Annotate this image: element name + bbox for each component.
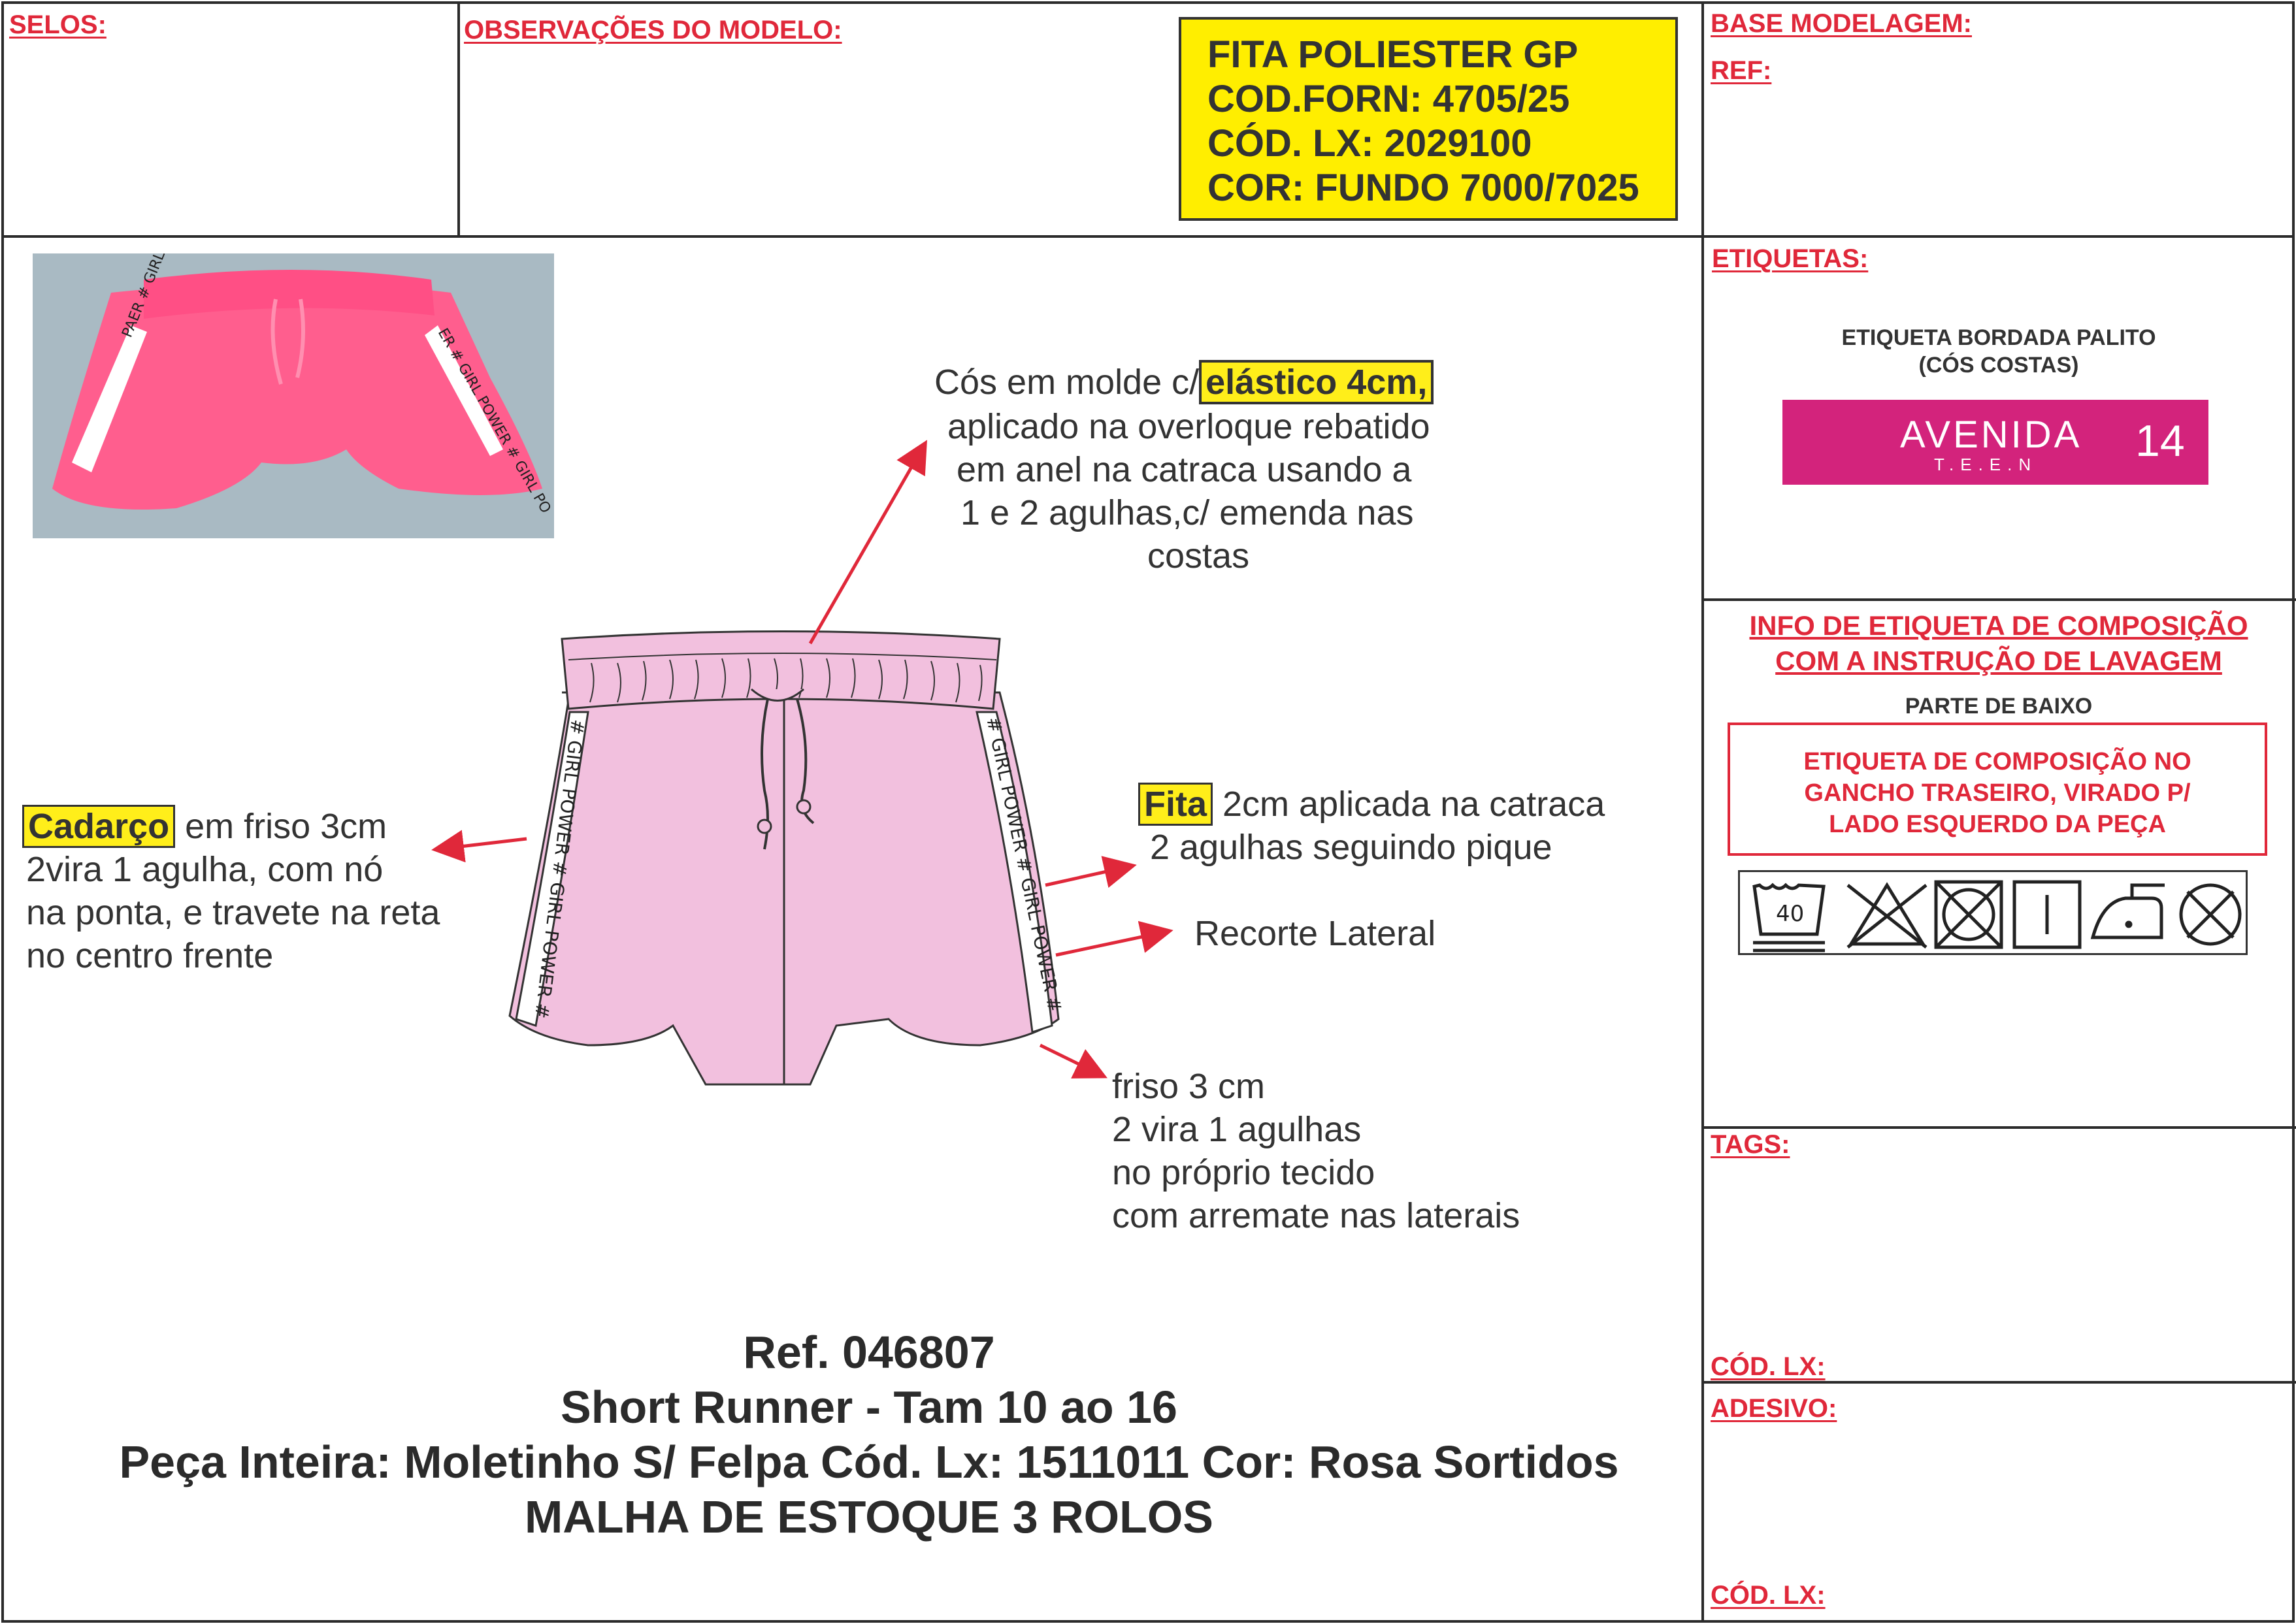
brand-size: 14 (2135, 416, 2185, 466)
care-symbols-svg (1740, 872, 2250, 957)
note-friso-line1: friso 3 cm (1112, 1067, 1266, 1106)
tags-label: TAGS: (1711, 1130, 1790, 1159)
composicao-placement-box (1728, 723, 2267, 856)
cod-lx-label-adesivo: CÓD. LX: (1711, 1581, 1826, 1610)
arrow-fita (1045, 866, 1130, 885)
adesivo-label: ADESIVO: (1711, 1394, 1837, 1423)
redbox-line: LADO ESQUERDO DA PEÇA (1829, 811, 2166, 838)
note-cos-line4: 1 e 2 agulhas,c/ emenda nas (960, 493, 1414, 532)
brand-name: AVENIDA (1900, 414, 2082, 456)
arrow-friso (1040, 1045, 1102, 1075)
svg-text:PAER # GIRL POWER: PAER # GIRL (119, 253, 169, 340)
note-friso-line4: com arremate nas laterais (1112, 1196, 1520, 1235)
note-fita-rest: 2cm aplicada na catraca (1213, 785, 1605, 824)
redbox-line: ETIQUETA DE COMPOSIÇÃO NO (1803, 748, 2191, 775)
tape-text-right: # GIRL POWER # GIRL POWER # (982, 715, 1066, 1015)
arrow-recorte (1056, 932, 1167, 955)
tape-text-left: # GIRL POWER # GIRL POWER # (530, 718, 589, 1020)
title-name: Short Runner - Tam 10 ao 16 (561, 1382, 1177, 1433)
note-friso-line3: no próprio tecido (1112, 1153, 1375, 1192)
parte-de-baixo: PARTE DE BAIXO (1905, 694, 2093, 719)
cod-lx-label-tags: CÓD. LX: (1711, 1352, 1826, 1381)
note-cos-line2: aplicado na overloque rebatido (947, 407, 1430, 446)
note-cos-prefix: Cós em molde c/ (934, 363, 1200, 402)
care-symbols (1738, 870, 2248, 955)
arrow-cadarco (438, 839, 527, 849)
selos-label: SELOS: (9, 10, 107, 39)
note-fita-line2: 2 agulhas seguindo pique (1150, 828, 1552, 867)
note-cadarco (22, 805, 387, 848)
note-fita-highlight: Fita (1138, 783, 1213, 826)
note-cos-highlight: elástico 4cm, (1199, 360, 1434, 404)
svg-text:ER # GIRL POWER # GIRL PO: ER # GIRL POWER # GIRL PO (434, 325, 554, 517)
composicao-title-line2: COM A INSTRUÇÃO DE LAVAGEM (1775, 645, 2222, 676)
note-cadarco-line2: 2vira 1 agulha, com nó (26, 850, 384, 889)
title-fabric: Peça Inteira: Moletinho S/ Felpa Cód. Lx: 1511011 Cor: Rosa Sortidos (119, 1437, 1619, 1487)
line-dry-icon (2014, 882, 2080, 947)
title-stock: MALHA DE ESTOQUE 3 ROLOS (525, 1491, 1213, 1542)
note-cos-line5: costas (1147, 536, 1250, 576)
note-fita (1138, 783, 1605, 826)
note-cadarco-rest: em friso 3cm (175, 807, 387, 846)
no-tumble-dry-icon (1936, 882, 2001, 947)
fita-spec-line: COD.FORN: 4705/25 (1207, 78, 1570, 120)
note-cadarco-line4: no centro frente (26, 936, 274, 975)
no-bleach-icon (1848, 885, 1926, 947)
wash-temp: 40 (1776, 901, 1805, 927)
etiquetas-label: ETIQUETAS: (1712, 244, 1869, 273)
no-dry-clean-icon (2181, 885, 2240, 944)
note-cadarco-highlight: Cadarço (22, 805, 175, 848)
etiqueta-desc-line1: ETIQUETA BORDADA PALITO (1841, 325, 2156, 350)
composicao-title-line1: INFO DE ETIQUETA DE COMPOSIÇÃO (1749, 610, 2248, 641)
iron-icon (2093, 885, 2165, 937)
brand-label-avenida-teen (1782, 400, 2208, 485)
base-modelagem-label: BASE MODELAGEM: (1711, 9, 1972, 38)
note-friso-line2: 2 vira 1 agulhas (1112, 1110, 1362, 1149)
fita-spec-line: COR: FUNDO 7000/7025 (1207, 167, 1639, 209)
note-cadarco-line3: na ponta, e travete na reta (26, 893, 440, 932)
note-cos-line3: em anel na catraca usando a (957, 450, 1412, 489)
title-ref: Ref. 046807 (743, 1327, 995, 1378)
observacoes-label: OBSERVAÇÕES DO MODELO: (464, 16, 842, 44)
redbox-line: GANCHO TRASEIRO, VIRADO P/ (1804, 779, 2191, 807)
fita-spec-line: CÓD. LX: 2029100 (1207, 122, 1532, 165)
etiqueta-desc-line2: (CÓS COSTAS) (1918, 353, 2079, 378)
ref-label: REF: (1711, 56, 1772, 85)
fita-spec-line: FITA POLIESTER GP (1207, 33, 1579, 76)
note-recorte: Recorte Lateral (1194, 914, 1436, 953)
arrow-cos (810, 446, 924, 643)
brand-sub: T.E.E.N (1934, 455, 2038, 474)
